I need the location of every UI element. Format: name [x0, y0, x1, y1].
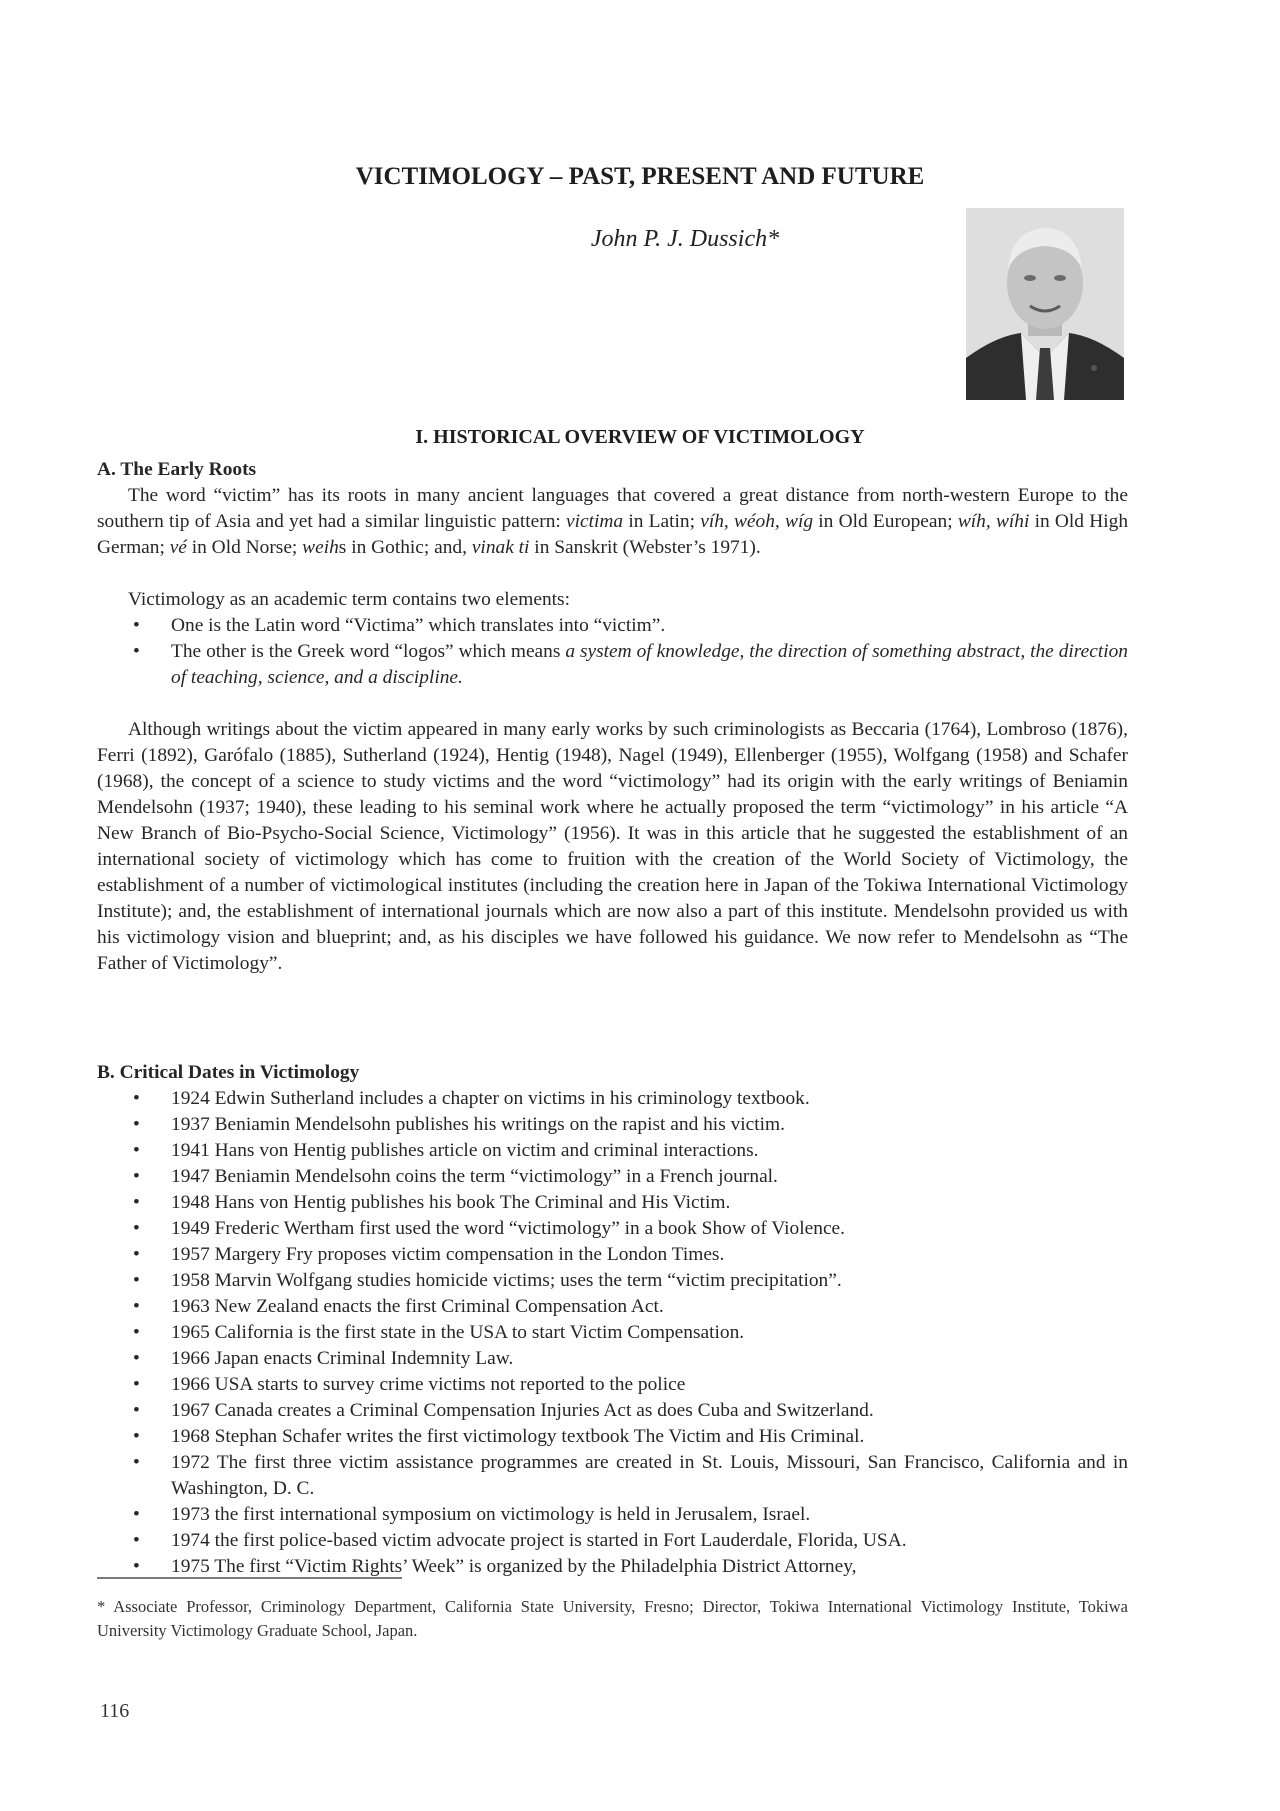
portrait-image-icon	[966, 208, 1124, 400]
section-early-roots	[97, 457, 1128, 977]
list-item: • 1947 Beniamin Mendelsohn coins the term “victimology” in a French journal.	[97, 1164, 1128, 1190]
page-number: 116	[100, 1700, 130, 1722]
list-item	[97, 639, 1128, 691]
list-item: • 1965 California is the first state in the USA to start Victim Compensation.	[97, 1320, 1128, 1346]
list-item: • 1972 The first three victim assistance programmes are created in St. Louis, Missouri, San Francisco, California and in Washington, D. C.	[97, 1450, 1128, 1502]
list-item-text: One is the Latin word “Victima” which translates into “victim”.	[171, 615, 666, 636]
italic-term: vinak ti	[471, 537, 530, 558]
list-item: • 1974 the first police-based victim advocate project is started in Fort Lauderdale, Florida, USA.	[97, 1528, 1128, 1554]
list-item: • 1966 Japan enacts Criminal Indemnity Law.	[97, 1346, 1128, 1372]
text-run: in Old High German;	[97, 511, 1129, 558]
italic-term: victima	[566, 511, 624, 532]
author-footnote: * Associate Professor, Criminology Department, California State University, Fresno; Director, Tokiwa International Victimology Institute, Tokiwa University Victimology Graduate School, Japan.	[97, 1597, 1128, 1640]
italic-term: vé	[169, 537, 187, 558]
italic-term: wíh, wíhi	[957, 511, 1030, 532]
paragraph-mendelsohn: Although writings about the victim appeared in many early works by such criminologists as Beccaria (1764), Lombroso (1876), Ferri (1892), Garófalo (1885), Sutherland (1924), Hentig (1948), Nagel (1949), Ellenberger (1955), Wolfgang (1958) and Schafer (1968), the concept of a science to study victims and the word “victimology” had its origin with the early writings of Beniamin Mendelsohn (1937; 1940), these leading to his seminal work where he actually proposed the term “victimology” in his article “A New Branch of Bio-Psycho-Social Science, Victimology” (1956). It was in this article that he suggested the establishment of an international society of victimology which has come to fruition with the creation of the World Society of Victimology, the establishment of a number of victimological institutes (including the creation here in Japan of the Tokiwa International Victimology Institute); and, the establishment of international journals which are now also a part of this institute. Mendelsohn provided us with his victimology vision and blueprint; and, as his disciples we have followed his guidance. We now refer to Mendelsohn as “The Father of Victimology”.	[97, 719, 1128, 974]
list-item: • 1958 Marvin Wolfgang studies homicide victims; uses the term “victim precipitation”.	[97, 1268, 1128, 1294]
section-critical-dates	[97, 1060, 1128, 1580]
elements-list	[97, 613, 1128, 691]
list-item: • 1966 USA starts to survey crime victims not reported to the police	[97, 1372, 1128, 1398]
text-run: in Latin;	[623, 511, 701, 532]
list-item: • 1937 Beniamin Mendelsohn publishes his writings on the rapist and his victim.	[97, 1112, 1128, 1138]
critical-dates-list	[97, 1086, 1128, 1580]
list-item: • 1975 The first “Victim Rights’ Week” is organized by the Philadelphia District Attorney,	[97, 1554, 1128, 1580]
list-item: • 1924 Edwin Sutherland includes a chapter on victims in his criminology textbook.	[97, 1086, 1128, 1112]
text-run: The word “victim” has its roots in many ancient languages that covered a great distance from north-western Europe to the southern tip of Asia and yet had a similar linguistic pattern:	[97, 485, 1128, 532]
list-item: • 1968 Stephan Schafer writes the first victimology textbook The Victim and His Criminal.	[97, 1424, 1128, 1450]
text-run: in Sanskrit (Webster’s 1971).	[529, 537, 761, 558]
text-run: in Old Norse;	[186, 537, 303, 558]
list-item: • 1973 the first international symposium on victimology is held in Jerusalem, Israel.	[97, 1502, 1128, 1528]
section-heading: I. HISTORICAL OVERVIEW OF VICTIMOLOGY	[415, 426, 865, 448]
subsection-heading: B. Critical Dates in Victimology	[97, 1062, 360, 1083]
text-run: s in Gothic; and,	[338, 537, 472, 558]
list-item: • 1967 Canada creates a Criminal Compensation Injuries Act as does Cuba and Switzerland.	[97, 1398, 1128, 1424]
paragraph-word-roots	[97, 483, 1128, 561]
text-run: in Old European;	[813, 511, 958, 532]
list-item: • 1963 New Zealand enacts the first Criminal Compensation Act.	[97, 1294, 1128, 1320]
list-item: • 1949 Frederic Wertham first used the word “victimology” in a book Show of Violence.	[97, 1216, 1128, 1242]
list-item-text: The other is the Greek word “logos” which means	[171, 641, 566, 662]
list-item: • 1948 Hans von Hentig publishes his book The Criminal and His Victim.	[97, 1190, 1128, 1216]
italic-definition: a system of knowledge, the direction of something abstract, the direction of teaching, science, and a discipline.	[171, 641, 1128, 688]
list-item	[97, 613, 1128, 639]
paper-title: VICTIMOLOGY – PAST, PRESENT AND FUTURE	[355, 163, 925, 190]
author-photo	[966, 208, 1124, 400]
list-item: • 1957 Margery Fry proposes victim compensation in the London Times.	[97, 1242, 1128, 1268]
italic-term: víh, wéoh, wíg	[700, 511, 814, 532]
elements-intro: Victimology as an academic term contains two elements:	[128, 589, 570, 610]
italic-term: weih	[302, 537, 339, 558]
author-name: John P. J. Dussich*	[590, 226, 780, 252]
subsection-heading: A. The Early Roots	[97, 459, 257, 480]
list-item: • 1941 Hans von Hentig publishes article on victim and criminal interactions.	[97, 1138, 1128, 1164]
footnote-divider	[97, 1577, 402, 1579]
